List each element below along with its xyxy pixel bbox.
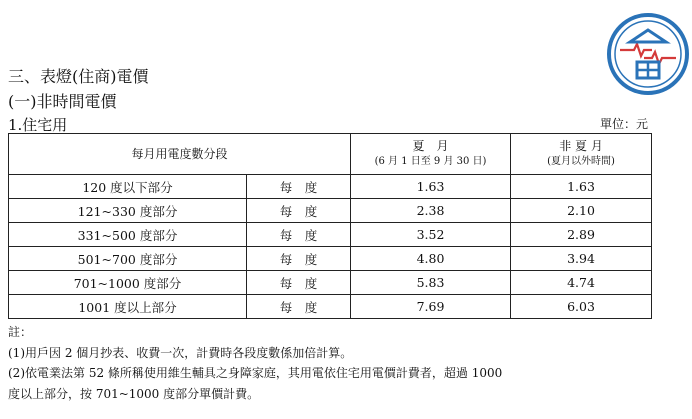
rate-table xyxy=(8,133,652,319)
summer-price: 4.80 xyxy=(351,247,511,271)
header-usage: 每月用電度數分段 xyxy=(9,134,351,175)
table-row xyxy=(9,247,652,271)
rate-unit: 每 度 xyxy=(247,247,351,271)
rate-unit: 每 度 xyxy=(247,175,351,199)
table-row xyxy=(9,175,652,199)
rate-unit: 每 度 xyxy=(247,295,351,319)
header-nonsummer xyxy=(511,134,652,175)
taipower-logo-icon xyxy=(606,12,690,96)
header-nonsummer-label: 非 夏 月 xyxy=(559,139,603,153)
summer-price: 1.63 xyxy=(351,175,511,199)
header-nonsummer-period: (夏月以外時間) xyxy=(547,156,615,167)
usage-range: 120 度以下部分 xyxy=(9,175,247,199)
rate-unit: 每 度 xyxy=(247,223,351,247)
subsection-title: (一)非時間電價 xyxy=(8,92,117,111)
table-row xyxy=(9,295,652,319)
notes xyxy=(8,322,678,404)
usage-range: 121~330 度部分 xyxy=(9,199,247,223)
usage-range: 331~500 度部分 xyxy=(9,223,247,247)
section-title: 三、表燈(住商)電價 xyxy=(8,67,149,86)
rate-unit: 每 度 xyxy=(247,271,351,295)
usage-range: 1001 度以上部分 xyxy=(9,295,247,319)
nonsummer-price: 4.74 xyxy=(511,271,652,295)
table-row xyxy=(9,223,652,247)
table-header-row xyxy=(9,134,652,175)
nonsummer-price: 6.03 xyxy=(511,295,652,319)
category-title: 1.住宅用 xyxy=(8,116,68,134)
nonsummer-price: 1.63 xyxy=(511,175,652,199)
header-summer-period: (6 月 1 日至 9 月 30 日) xyxy=(374,156,487,167)
notes-label: 註： xyxy=(8,325,33,339)
unit-label: 單位：元 xyxy=(599,117,648,131)
summer-price: 3.52 xyxy=(351,223,511,247)
header-summer xyxy=(351,134,511,175)
usage-range: 701~1000 度部分 xyxy=(9,271,247,295)
summer-price: 2.38 xyxy=(351,199,511,223)
header-summer-label: 夏 月 xyxy=(412,139,449,153)
nonsummer-price: 2.10 xyxy=(511,199,652,223)
usage-range: 501~700 度部分 xyxy=(9,247,247,271)
table-row xyxy=(9,199,652,223)
summer-price: 7.69 xyxy=(351,295,511,319)
note-2-line-1: (2)依電業法第 52 條所稱使用維生輔具之身障家庭，其用電依住宅用電價計費者，超過 1000 xyxy=(8,366,503,380)
table-row xyxy=(9,271,652,295)
nonsummer-price: 2.89 xyxy=(511,223,652,247)
note-1: (1)用戶因 2 個月抄表、收費一次，計費時各段度數係加倍計算。 xyxy=(8,345,353,360)
nonsummer-price: 3.94 xyxy=(511,247,652,271)
summer-price: 5.83 xyxy=(351,271,511,295)
note-2-line-2: 度以上部分，按 701~1000 度部分單價計費。 xyxy=(8,386,260,401)
rate-unit: 每 度 xyxy=(247,199,351,223)
